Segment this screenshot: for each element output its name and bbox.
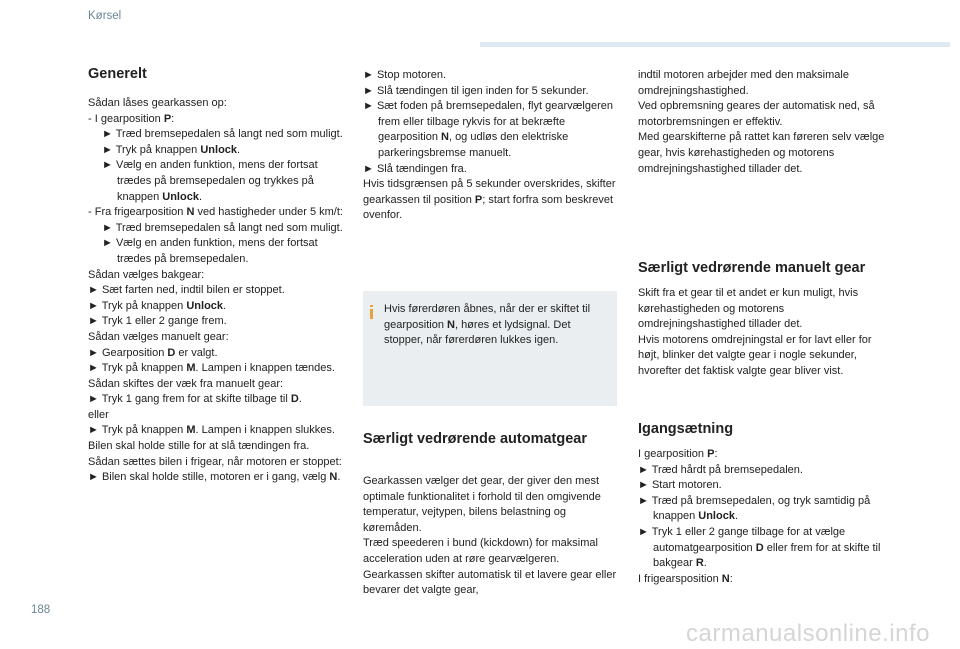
text-line: Sådan vælges manuelt gear: — [88, 330, 229, 343]
text-line: - I gearposition P: — [88, 112, 175, 125]
text-line: Sådan skiftes der væk fra manuelt gear: — [88, 377, 284, 390]
text-paragraph: Ved opbremsning geares der automatisk ned, så motorbremsningen er effektiv. — [638, 100, 875, 128]
text-line: Bilen skal holde stille for at slå tændingen fra. — [88, 440, 310, 453]
text-line: I gearposition P: — [638, 448, 718, 460]
text-line: ► Træd hårdt på bremsepedalen. — [638, 463, 803, 476]
heading-generelt: Generelt — [88, 66, 147, 82]
text-line: ► Start motoren. — [638, 479, 722, 492]
text-line: ► Tryk 1 eller 2 gange tilbage for at vælge automatgearposition D eller frem for at skifte til bakgear R. — [638, 525, 881, 570]
text-line: ► Bilen skal holde stille, motoren er i gang, vælg N. — [88, 471, 341, 484]
column-3-text — [638, 68, 894, 177]
header-bar — [480, 42, 950, 47]
text-line: ► Slå tændingen til igen inden for 5 sekunder. — [363, 84, 589, 97]
text-paragraph: Træd speederen i bund (kickdown) for maksimal acceleration uden at røre gearvælgeren. Gearkassen skifter automatisk til et lavere gear eller bevarer det valgte gear, — [363, 537, 617, 597]
text-line: ► Stop motoren. — [363, 69, 447, 81]
text-paragraph: Hvis motorens omdrejningstal er for lavt eller for højt, blinker det valgte gear i nogle sekunder, hvorefter det faktisk valgte gear bliver vist. — [638, 333, 872, 377]
text-line: ► Slå tændingen fra. — [363, 162, 467, 175]
info-text: Hvis førerdøren åbnes, når der er skiftet til gearposition N, høres et lydsignal. Det stopper, når førerdøren lukkes igen. — [384, 303, 591, 347]
text-line: Sådan sættes bilen i frigear, når motoren er stoppet: — [88, 455, 342, 468]
heading-igangsaetning: Igangsætning — [638, 421, 734, 437]
text-line: ► Tryk 1 eller 2 gange frem. — [88, 315, 227, 328]
page-number: 188 — [31, 604, 51, 616]
text-line: Sådan låses gearkassen op: — [88, 97, 227, 109]
heading-manuelt-gear: Særligt vedrørende manuelt gear — [638, 260, 866, 276]
text-line: ► Tryk på knappen M. Lampen i knappen slukkes. — [88, 424, 335, 437]
automatgear-text — [363, 474, 619, 599]
column-2-text — [363, 68, 619, 224]
manuelt-gear-text — [638, 286, 894, 380]
text-line: ► Træd på bremsepedalen, og tryk samtidig på knappen Unlock. — [638, 494, 871, 523]
text-paragraph: Gearkassen vælger det gear, der giver den mest optimale funktionalitet i forhold til den omgivende temperatur, vejtypen, bilens belastning og køremåden. — [363, 475, 601, 534]
text-line: ► Træd bremsepedalen så langt ned som muligt. — [102, 128, 343, 141]
text-line: ► Sæt farten ned, indtil bilen er stoppet. — [88, 284, 285, 297]
text-line: ► Sæt foden på bremsepedalen, flyt gearvælgeren frem eller tilbage rykvis for at bekræfte gearposition N, og udløs den elektriske parkeringsbremse manuelt. — [363, 100, 613, 159]
info-icon — [368, 305, 374, 319]
text-line: ► Tryk på knappen Unlock. — [88, 299, 227, 312]
text-line: ► Tryk 1 gang frem for at skifte tilbage til D. — [88, 393, 302, 406]
igangsaetning-text — [638, 447, 894, 587]
text-line: ► Tryk på knappen Unlock. — [102, 143, 241, 156]
info-box — [363, 291, 617, 406]
text-line: Hvis tidsgrænsen på 5 sekunder overskrides, skifter gearkassen til position P; start forfra som beskrevet ovenfor. — [363, 178, 616, 222]
section-title: Kørsel — [88, 10, 122, 22]
text-paragraph: indtil motoren arbejder med den maksimale omdrejningshastighed. — [638, 69, 849, 97]
text-line: - Fra frigearposition N ved hastigheder under 5 km/t: — [88, 206, 343, 219]
heading-automatgear: Særligt vedrørende automatgear — [363, 431, 587, 447]
text-line: ► Vælg en anden funktion, mens der fortsat trædes på bremsepedalen og trykkes på knappen Unlock. — [102, 159, 318, 203]
column-1-text — [88, 96, 344, 486]
text-line: ► Tryk på knappen M. Lampen i knappen tændes. — [88, 362, 335, 375]
watermark: carmanualsonline.info — [686, 620, 930, 647]
text-line: I frigearsposition N: — [638, 572, 733, 585]
text-line: eller — [88, 408, 109, 421]
text-paragraph: Skift fra et gear til et andet er kun muligt, hvis kørehastigheden og motorens omdrejningshastighed tillader det. — [638, 287, 859, 331]
text-paragraph: Med gearskifterne på rattet kan føreren selv vælge gear, hvis kørehastigheden og motorens omdrejningshastighed tillader det. — [638, 131, 885, 175]
text-line: ► Gearposition D er valgt. — [88, 346, 218, 359]
text-line: ► Vælg en anden funktion, mens der fortsat trædes på bremsepedalen. — [102, 237, 318, 265]
text-line: Sådan vælges bakgear: — [88, 268, 205, 281]
text-line: ► Træd bremsepedalen så langt ned som muligt. — [102, 221, 343, 234]
